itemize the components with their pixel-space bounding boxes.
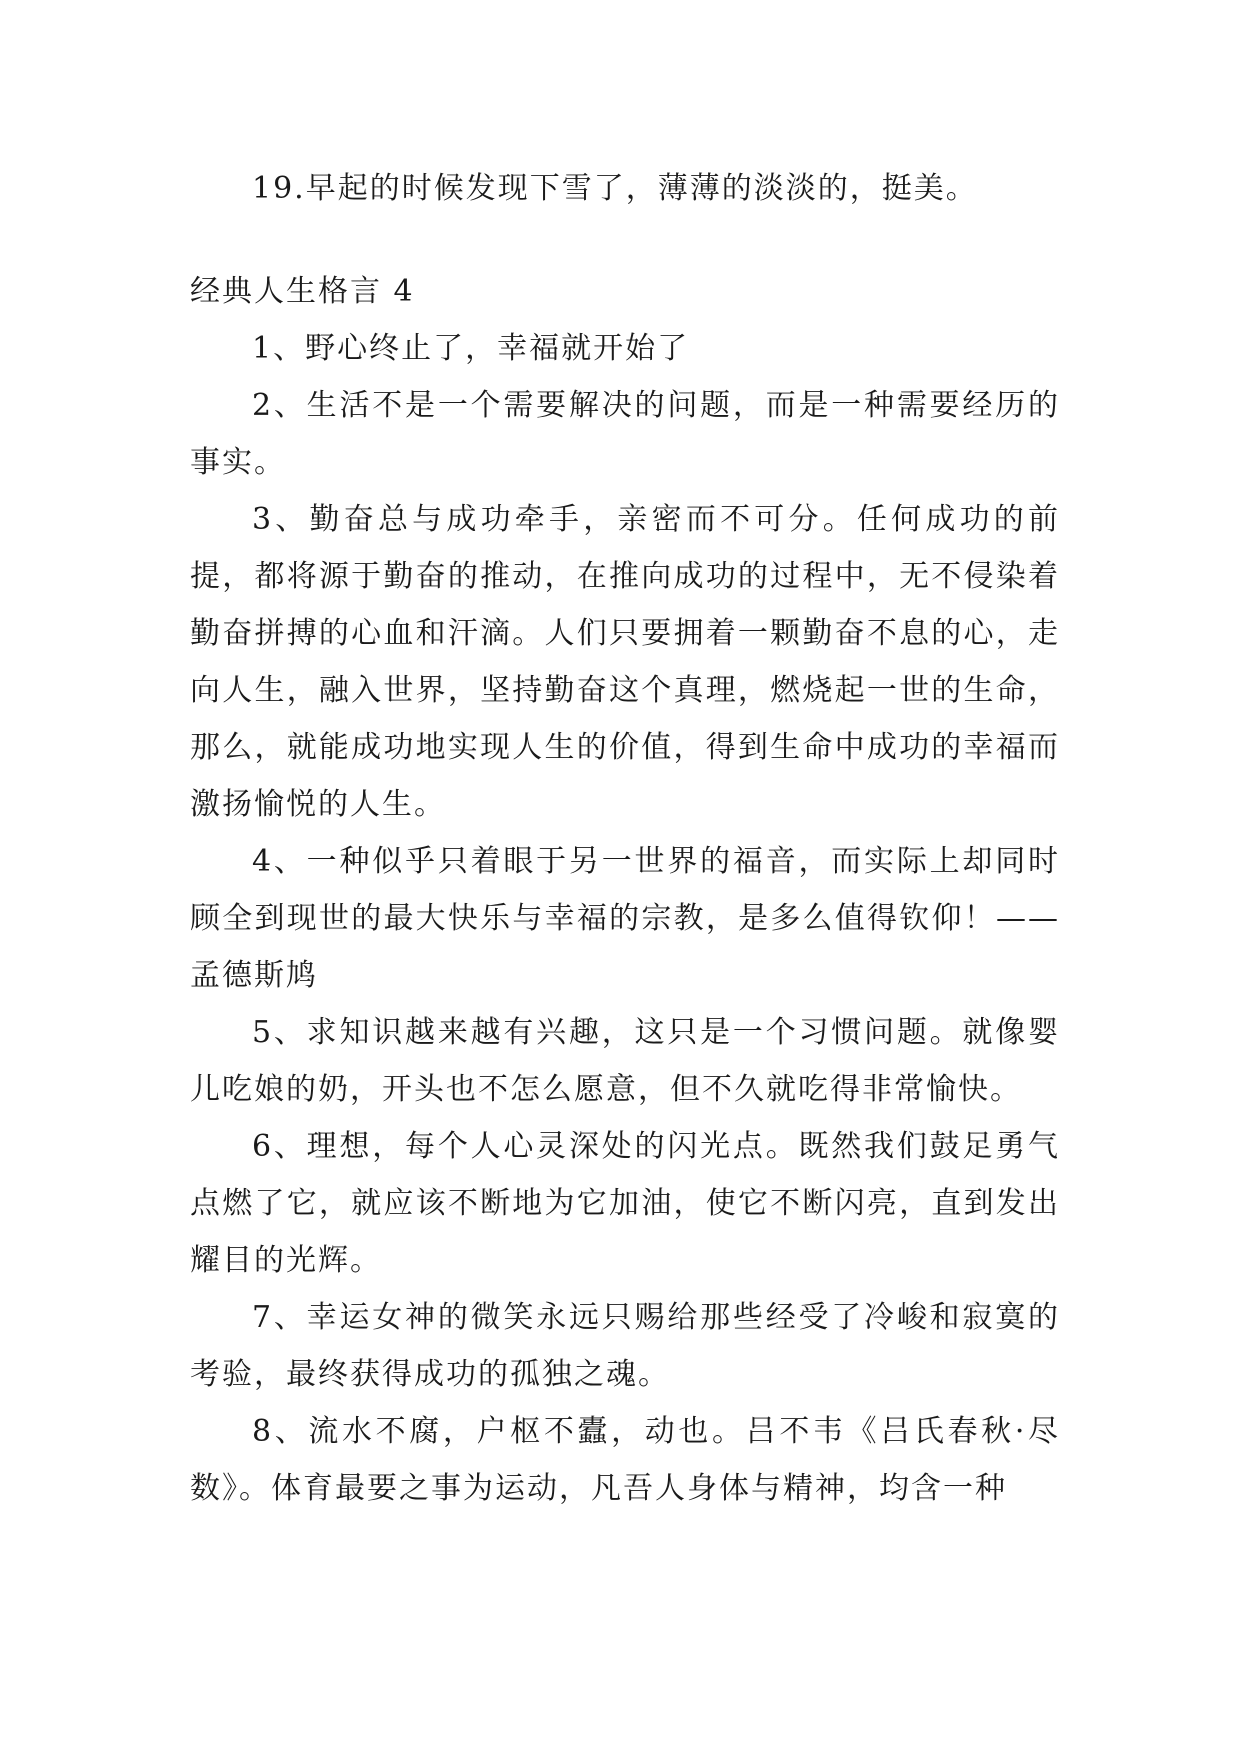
section-title: 经典人生格言 4 bbox=[190, 274, 415, 309]
list-item: 7、幸运女神的微笑永远只赐给那些经受了冷峻和寂寞的考验，最终获得成功的孤独之魂。 bbox=[190, 1300, 1060, 1392]
list-item: 1、野心终止了，幸福就开始了 bbox=[252, 331, 690, 366]
list-item: 8、流水不腐，户枢不蠹，动也。吕不韦《吕氏春秋·尽数》。体育最要之事为运动，凡吾人身体与精神，均含一种 bbox=[190, 1414, 1060, 1506]
list-item: 6、理想，每个人心灵深处的闪光点。既然我们鼓足勇气点燃了它，就应该不断地为它加油，使它不断闪亮，直到发出耀目的光辉。 bbox=[190, 1129, 1060, 1278]
list-item: 5、求知识越来越有兴趣，这只是一个习惯问题。就像婴儿吃娘的奶，开头也不怎么愿意，但不久就吃得非常愉快。 bbox=[190, 1015, 1060, 1107]
top-item: 19.早起的时候发现下雪了，薄薄的淡淡的，挺美。 bbox=[252, 171, 978, 206]
list-item: 2、生活不是一个需要解决的问题，而是一种需要经历的事实。 bbox=[190, 388, 1060, 480]
paragraph-gap bbox=[190, 217, 1060, 263]
document-body bbox=[190, 160, 1060, 1517]
list-item: 4、一种似乎只着眼于另一世界的福音，而实际上却同时顾全到现世的最大快乐与幸福的宗教，是多么值得钦仰！——孟德斯鸠 bbox=[190, 844, 1060, 993]
list-item: 3、勤奋总与成功牵手，亲密而不可分。任何成功的前提，都将源于勤奋的推动，在推向成功的过程中，无不侵染着勤奋拼搏的心血和汗滴。人们只要拥着一颗勤奋不息的心，走向人生，融入世界，坚持勤奋这个真理，燃烧起一世的生命，那么，就能成功地实现人生的价值，得到生命中成功的幸福而激扬愉悦的人生。 bbox=[190, 502, 1060, 822]
